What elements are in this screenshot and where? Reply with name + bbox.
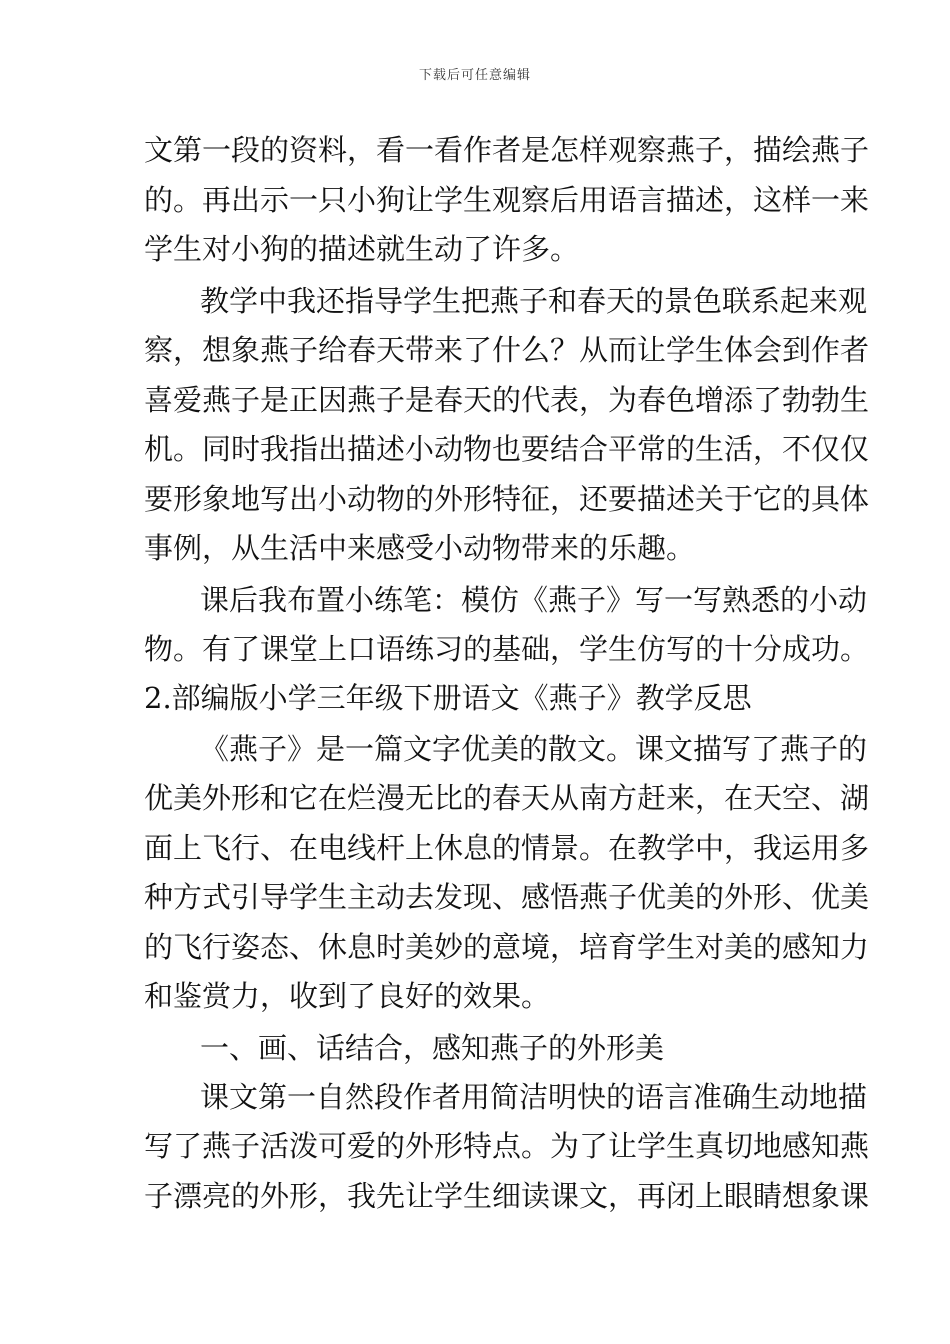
section-heading: 2.部编版小学三年级下册语文《燕子》教学反思 [144,681,752,715]
text-line: 喜爱燕子是正因燕子是春天的代表，为春色增添了勃勃生 [144,383,870,417]
text-line: 种方式引导学生主动去发现、感悟燕子优美的外形、优美 [144,880,870,914]
text-line: 面上飞行、在电线杆上休息的情景。在教学中，我运用多 [144,831,870,865]
text-line: 课后我布置小练笔：模仿《燕子》写一写熟悉的小动 [200,583,868,617]
text-line: 机。同时我指出描述小动物也要结合平常的生活，不仅仅 [144,432,870,466]
text-line: 文第一段的资料，看一看作者是怎样观察燕子，描绘燕子 [144,133,870,167]
text-line: 的飞行姿态、休息时美妙的意境，培育学生对美的感知力 [144,930,870,964]
subsection-heading: 一、画、话结合，感知燕子的外形美 [200,1031,665,1065]
text-line: 物。有了课堂上口语练习的基础，学生仿写的十分成功。 [144,632,870,666]
text-line: 要形象地写出小动物的外形特征，还要描述关于它的具体 [144,482,870,516]
text-line: 的。再出示一只小狗让学生观察后用语言描述，这样一来 [144,183,870,217]
text-line: 和鉴赏力，收到了良好的效果。 [144,979,551,1013]
text-line: 写了燕子活泼可爱的外形特点。为了让学生真切地感知燕 [144,1129,870,1163]
text-line: 优美外形和它在烂漫无比的春天从南方赶来，在天空、湖 [144,781,870,815]
text-line: 察，想象燕子给春天带来了什么？从而让学生体会到作者 [144,333,870,367]
text-line: 子漂亮的外形，我先让学生细读课文，再闭上眼睛想象课 [144,1179,870,1213]
page-header-note: 下载后可任意编辑 [418,68,531,83]
text-line: 课文第一自然段作者用简洁明快的语言准确生动地描 [200,1080,868,1114]
text-line: 教学中我还指导学生把燕子和春天的景色联系起来观 [200,284,868,318]
text-line: 《燕子》是一篇文字优美的散文。课文描写了燕子的 [200,732,868,766]
text-line: 学生对小狗的描述就生动了许多。 [144,232,580,266]
text-line: 事例，从生活中来感受小动物带来的乐趣。 [144,531,696,565]
